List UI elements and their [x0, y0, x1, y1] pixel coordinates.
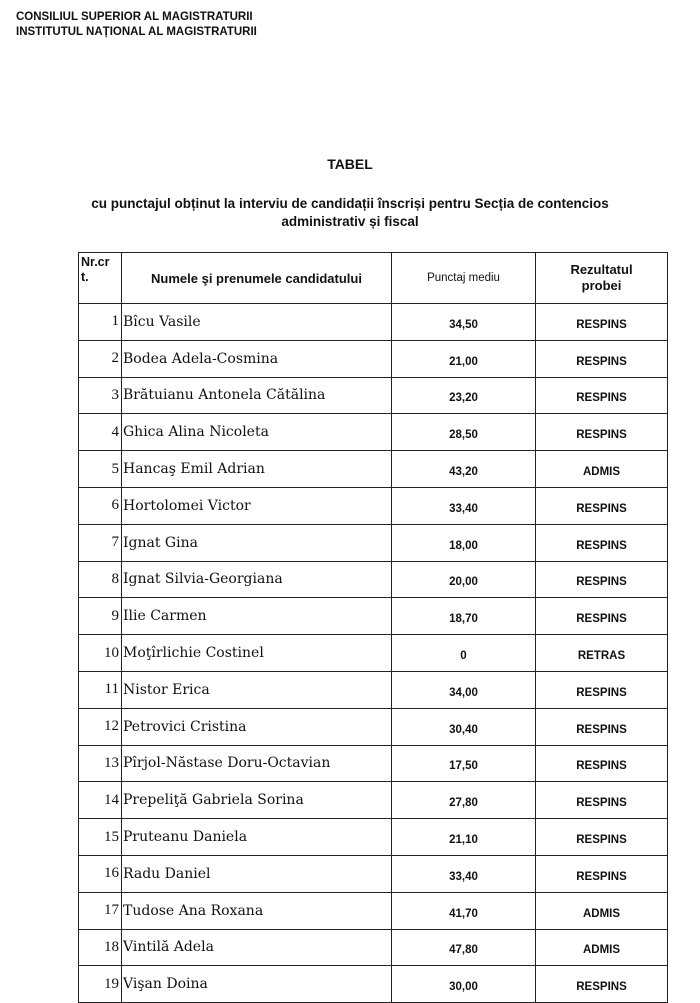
header-nr-line-2: t. [81, 270, 89, 284]
result-cell: RESPINS [536, 524, 668, 561]
name-cell: Tudose Ana Roxana [122, 892, 392, 929]
name-cell: Bodea Adela-Cosmina [122, 340, 392, 377]
nr-cell: 4 [79, 414, 122, 451]
score-cell: 18,70 [392, 598, 536, 635]
score-cell: 41,70 [392, 892, 536, 929]
nr-cell: 5 [79, 451, 122, 488]
score-cell: 34,50 [392, 304, 536, 341]
score-cell: 27,80 [392, 782, 536, 819]
name-cell: Brătuianu Antonela Cătălina [122, 377, 392, 414]
result-cell: RESPINS [536, 966, 668, 1003]
table-body [79, 304, 668, 1003]
header-rezultat [536, 253, 668, 304]
nr-cell: 2 [79, 340, 122, 377]
results-table [78, 252, 668, 1003]
table-row [79, 671, 668, 708]
result-cell: ADMIS [536, 929, 668, 966]
subtitle-line-1: cu punctajul obținut la interviu de candidații înscriși pentru Secția de contencios [91, 196, 609, 211]
nr-cell: 6 [79, 487, 122, 524]
result-cell: RESPINS [536, 340, 668, 377]
name-cell: Vişan Doina [122, 966, 392, 1003]
name-cell: Nistor Erica [122, 671, 392, 708]
table-row [79, 708, 668, 745]
nr-cell: 7 [79, 524, 122, 561]
result-cell: RESPINS [536, 855, 668, 892]
result-cell: RESPINS [536, 561, 668, 598]
nr-cell: 14 [79, 782, 122, 819]
score-cell: 21,00 [392, 340, 536, 377]
result-cell: ADMIS [536, 892, 668, 929]
table-row [79, 892, 668, 929]
table-row [79, 377, 668, 414]
result-cell: RESPINS [536, 745, 668, 782]
result-cell: RESPINS [536, 304, 668, 341]
score-cell: 21,10 [392, 819, 536, 856]
score-cell: 33,40 [392, 855, 536, 892]
table-row [79, 745, 668, 782]
header-rezultat-line-1: Rezultatul [570, 262, 633, 277]
score-cell: 30,40 [392, 708, 536, 745]
document-subtitle [30, 195, 670, 231]
score-cell: 18,00 [392, 524, 536, 561]
table-row [79, 966, 668, 1003]
subtitle-line-2: administrativ și fiscal [281, 214, 419, 229]
score-cell: 34,00 [392, 671, 536, 708]
result-cell: RESPINS [536, 819, 668, 856]
table-row [79, 929, 668, 966]
result-cell: RETRAS [536, 635, 668, 672]
result-cell: RESPINS [536, 782, 668, 819]
result-cell: ADMIS [536, 451, 668, 488]
header-row [79, 253, 668, 304]
score-cell: 17,50 [392, 745, 536, 782]
header-nr-line-1: Nr.cr [81, 255, 110, 269]
header-rezultat-line-2: probei [581, 278, 622, 293]
name-cell: Prepeliţă Gabriela Sorina [122, 782, 392, 819]
header-line-1: CONSILIUL SUPERIOR AL MAGISTRATURII [16, 11, 253, 23]
nr-cell: 12 [79, 708, 122, 745]
score-cell: 33,40 [392, 487, 536, 524]
header-nr [79, 253, 122, 304]
nr-cell: 10 [79, 635, 122, 672]
table-row [79, 487, 668, 524]
header-line-2: INSTITUTUL NAȚIONAL AL MAGISTRATURII [16, 26, 257, 38]
name-cell: Hancaş Emil Adrian [122, 451, 392, 488]
score-cell: 47,80 [392, 929, 536, 966]
score-cell: 43,20 [392, 451, 536, 488]
name-cell: Moţîrlichie Costinel [122, 635, 392, 672]
name-cell: Ignat Gina [122, 524, 392, 561]
name-cell: Ignat Silvia-Georgiana [122, 561, 392, 598]
table-row [79, 340, 668, 377]
nr-cell: 13 [79, 745, 122, 782]
nr-cell: 1 [79, 304, 122, 341]
nr-cell: 19 [79, 966, 122, 1003]
score-cell: 30,00 [392, 966, 536, 1003]
nr-cell: 8 [79, 561, 122, 598]
name-cell: Pruteanu Daniela [122, 819, 392, 856]
result-cell: RESPINS [536, 377, 668, 414]
nr-cell: 11 [79, 671, 122, 708]
name-cell: Ghica Alina Nicoleta [122, 414, 392, 451]
score-cell: 28,50 [392, 414, 536, 451]
table-row [79, 635, 668, 672]
table-row [79, 451, 668, 488]
nr-cell: 17 [79, 892, 122, 929]
name-cell: Vintilă Adela [122, 929, 392, 966]
institution-header [16, 10, 257, 40]
nr-cell: 9 [79, 598, 122, 635]
name-cell: Petrovici Cristina [122, 708, 392, 745]
table-row [79, 598, 668, 635]
table-row [79, 561, 668, 598]
name-cell: Ilie Carmen [122, 598, 392, 635]
table-header [79, 253, 668, 304]
table-row [79, 782, 668, 819]
name-cell: Pîrjol-Năstase Doru-Octavian [122, 745, 392, 782]
name-cell: Bîcu Vasile [122, 304, 392, 341]
header-nume: Numele şi prenumele candidatului [122, 253, 392, 304]
table-row [79, 414, 668, 451]
name-cell: Hortolomei Victor [122, 487, 392, 524]
name-cell: Radu Daniel [122, 855, 392, 892]
table-row [79, 304, 668, 341]
document-title: TABEL [327, 156, 373, 172]
result-cell: RESPINS [536, 414, 668, 451]
table-row [79, 855, 668, 892]
result-cell: RESPINS [536, 708, 668, 745]
header-punctaj: Punctaj mediu [392, 253, 536, 304]
nr-cell: 18 [79, 929, 122, 966]
nr-cell: 3 [79, 377, 122, 414]
score-cell: 0 [392, 635, 536, 672]
table-row [79, 524, 668, 561]
table-row [79, 819, 668, 856]
result-cell: RESPINS [536, 487, 668, 524]
nr-cell: 15 [79, 819, 122, 856]
score-cell: 23,20 [392, 377, 536, 414]
result-cell: RESPINS [536, 671, 668, 708]
result-cell: RESPINS [536, 598, 668, 635]
nr-cell: 16 [79, 855, 122, 892]
score-cell: 20,00 [392, 561, 536, 598]
